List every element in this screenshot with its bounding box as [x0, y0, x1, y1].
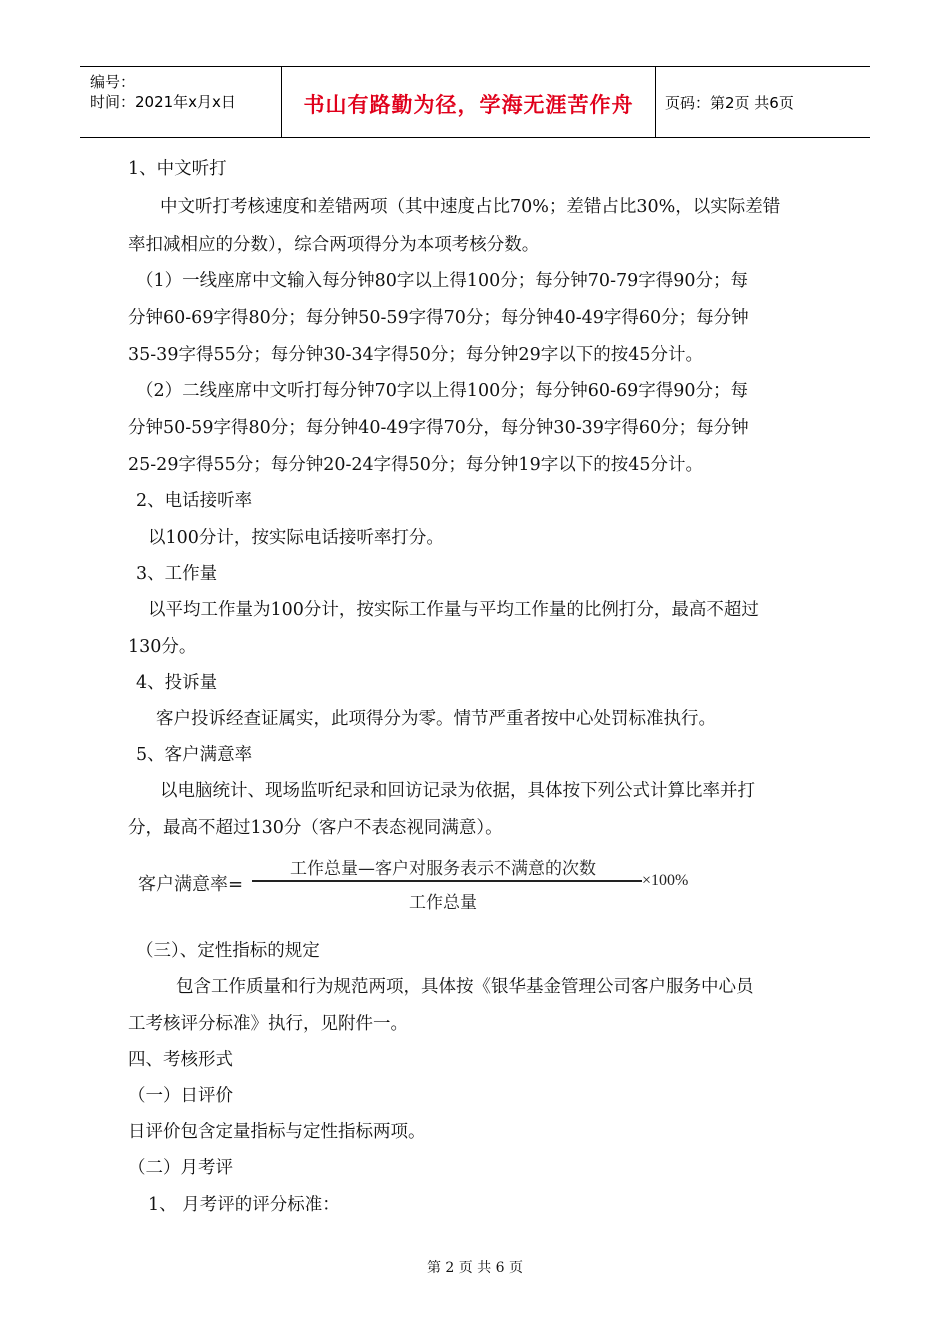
section-heading: 3、工作量	[136, 564, 218, 584]
section-heading: 1、 月考评的评分标准：	[148, 1195, 340, 1215]
section-heading: 4、投诉量	[136, 673, 218, 693]
paragraph-line: 日评价包含定量指标与定性指标两项。	[128, 1122, 426, 1142]
section-heading: （三）、定性指标的规定	[136, 941, 320, 961]
paragraph-line: 130分。	[128, 637, 197, 657]
section-heading: （二）月考评	[128, 1158, 233, 1178]
paragraph-line: 25-29字得55分；每分钟20-24字得50分；每分钟19字以下的按45分计。	[128, 455, 703, 475]
paragraph-line: 中文听打考核速度和差错两项（其中速度占比70%；差错占比30%，以实际差错	[160, 197, 781, 217]
page-header	[80, 66, 870, 138]
paragraph-line: 分钟60-69字得80分；每分钟50-59字得70分；每分钟40-49字得60分；每分钟	[128, 308, 749, 328]
paragraph-line: 以电脑统计、现场监听纪录和回访记录为依据，具体按下列公式计算比率并打	[160, 781, 755, 801]
formula-multiplier: ×100%	[642, 872, 689, 889]
paragraph-line: 以100分计，按实际电话接听率打分。	[148, 528, 444, 548]
paragraph-line: 分钟50-59字得80分；每分钟40-49字得70分，每分钟30-39字得60分；每分钟	[128, 418, 749, 438]
section-heading: 2、电话接听率	[136, 491, 253, 511]
section-heading: 5、客户满意率	[136, 745, 253, 765]
formula-numerator: 工作总量—客户对服务表示不满意的次数	[290, 859, 596, 879]
page-footer: 第 2 页 共 6 页	[426, 1260, 524, 1276]
document-time-label: 时间：2021年x月x日	[90, 93, 236, 111]
header-page-label: 页码：第2页 共6页	[665, 94, 794, 112]
section-heading: 1、中文听打	[128, 159, 227, 179]
section-heading: 四、考核形式	[128, 1050, 233, 1070]
paragraph-line: 率扣减相应的分数），综合两项得分为本项考核分数。	[128, 235, 540, 255]
section-heading: （一）日评价	[128, 1086, 233, 1106]
document-number-label: 编号：	[90, 73, 136, 91]
paragraph-line: 包含工作质量和行为规范两项，具体按《银华基金管理公司客户服务中心员	[176, 977, 754, 997]
paragraph-line: （2）二线座席中文听打每分钟70字以上得100分；每分钟60-69字得90分；每	[136, 381, 749, 401]
header-divider	[655, 67, 656, 137]
formula-denominator: 工作总量	[409, 893, 477, 913]
paragraph-line: 客户投诉经查证属实，此项得分为零。情节严重者按中心处罚标准执行。	[156, 709, 716, 729]
header-motto: 书山有路勤为径，学海无涯苦作舟	[303, 93, 634, 117]
paragraph-line: 以平均工作量为100分计，按实际工作量与平均工作量的比例打分，最高不超过	[148, 600, 759, 620]
formula-label: 客户满意率=	[138, 874, 244, 895]
fraction-bar	[252, 880, 642, 882]
paragraph-line: 工考核评分标准》执行，见附件一。	[128, 1014, 408, 1034]
paragraph-line: 35-39字得55分；每分钟30-34字得50分；每分钟29字以下的按45分计。	[128, 345, 703, 365]
satisfaction-formula	[128, 852, 748, 918]
paragraph-line: （1）一线座席中文输入每分钟80字以上得100分；每分钟70-79字得90分；每	[136, 271, 749, 291]
paragraph-line: 分，最高不超过130分（客户不表态视同满意）。	[128, 818, 503, 838]
